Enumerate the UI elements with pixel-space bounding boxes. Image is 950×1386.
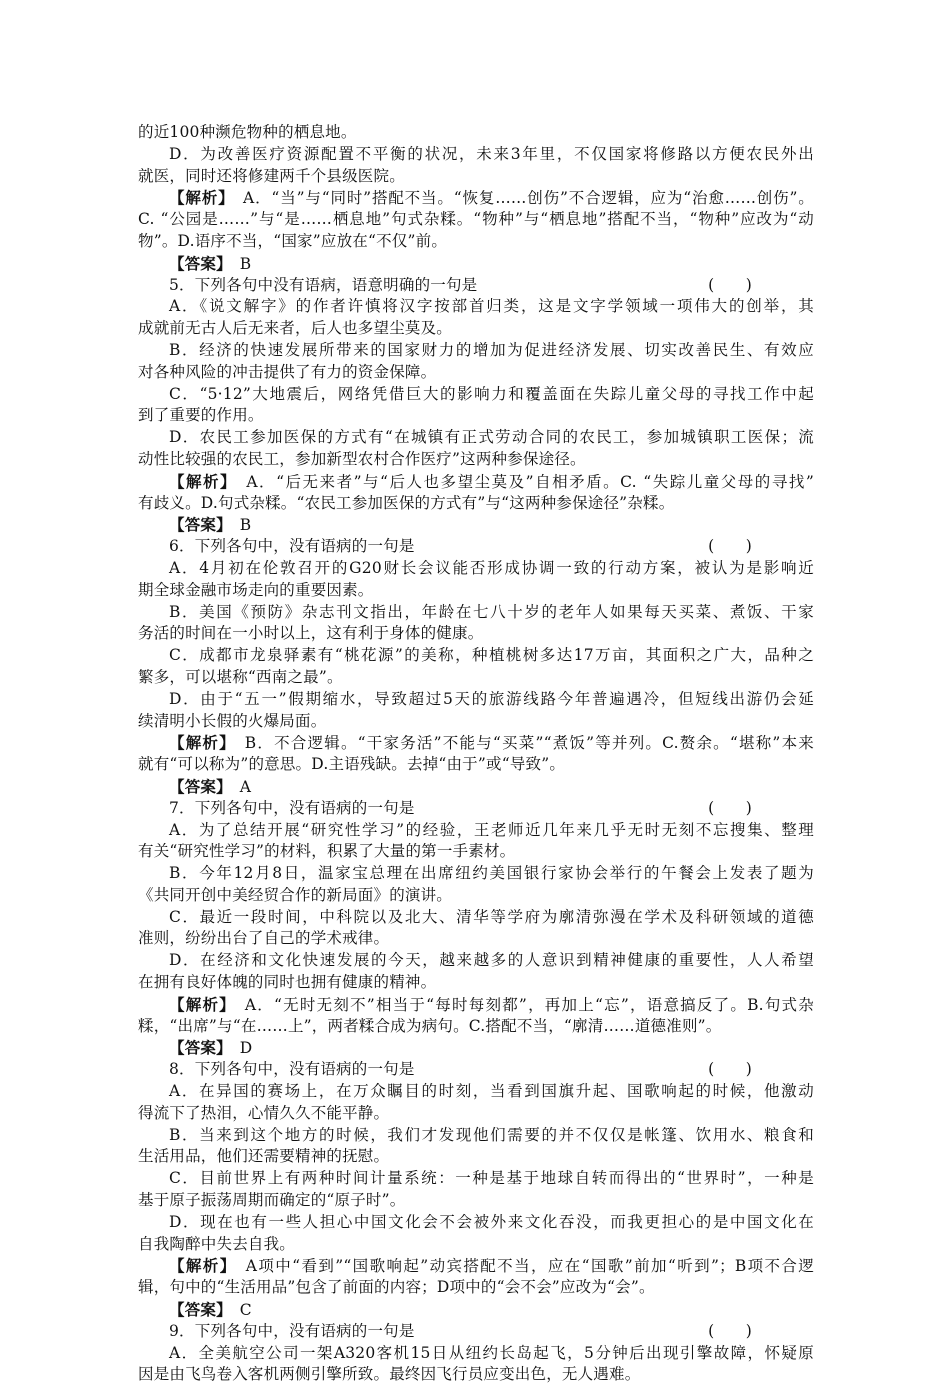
answer-line — [138, 1037, 814, 1059]
text-line: 得流下了热泪，心情久久不能平静。 — [138, 1103, 390, 1122]
text-line: B．美国《预防》杂志刊文指出，年龄在七八十岁的老年人如果每天买菜、煮饭、干家 — [169, 602, 814, 621]
answer-blank: ( ) — [708, 1060, 752, 1079]
text-line: 务活的时间在一小时以上，这有利于身体的健康。 — [138, 624, 484, 643]
text-line: D．在经济和文化快速发展的今天，越来越多的人意识到精神健康的重要性，人人希望 — [169, 951, 814, 970]
line-text: B — [224, 254, 252, 273]
text-line: C．成都市龙泉驿素有“桃花源”的美称，种植桃树多达17万亩，其面积之广大，品种之 — [169, 646, 814, 665]
answer-label: 【答案】 — [169, 515, 225, 535]
analysis-line — [138, 187, 814, 209]
text-line: D．为改善医疗资源配置不平衡的状况，未来3年里，不仅国家将修路以方便农民外出 — [169, 144, 814, 163]
question-stem — [138, 798, 814, 820]
answer-line — [138, 514, 814, 536]
text-line: 基于原子振荡周期而确定的“原子时”。 — [138, 1191, 406, 1210]
line-text: B — [224, 516, 252, 535]
answer-line — [138, 253, 814, 275]
analysis-label: 【解析】 — [169, 188, 227, 208]
question-text: 5．下列各句中没有语病，语意明确的一句是 — [169, 275, 478, 294]
line-text: A．“当”与“同时”搭配不当。“恢复……创伤”不合逻辑，应为“治愈……创伤”。 — [226, 189, 814, 208]
answer-line — [138, 776, 814, 798]
text-line: 在拥有良好体魄的同时也拥有健康的精神。 — [138, 973, 437, 992]
text-line: A．全美航空公司一架A320客机15日从纽约长岛起飞，5分钟后出现引擎故障，怀疑原 — [169, 1343, 814, 1362]
text-line: 期全球金融市场走向的重要因素。 — [138, 580, 374, 599]
text-line: 就有“可以称为”的意思。D.主语残缺。去掉“由于”或“导致”。 — [138, 755, 566, 774]
text-line: 糅，“出席”与“在……上”，两者糅合成为病句。C.搭配不当，“廓清……道德准则”。 — [138, 1016, 722, 1035]
text-line: 《共同开创中美经贸合作的新局面》的演讲。 — [138, 885, 453, 904]
text-line: B．当来到这个地方的时候，我们才发现他们需要的并不仅仅是帐篷、饮用水、粮食和 — [169, 1125, 814, 1144]
text-line: 准则，纷纷出台了自己的学术戒律。 — [138, 929, 390, 948]
analysis-label: 【解析】 — [169, 994, 229, 1014]
question-text: 8．下列各句中，没有语病的一句是 — [169, 1060, 415, 1079]
text-line: 繁多，可以堪称“西南之最”。 — [138, 667, 343, 686]
text-line: 成就前无古人后无来者，后人也多望尘莫及。 — [138, 319, 453, 338]
text-line: 辑，句中的“生活用品”包含了前面的内容；D项中的“会不会”应改为“会”。 — [138, 1278, 655, 1297]
question-stem — [138, 1321, 814, 1343]
text-line: 因是由飞鸟卷入客机两侧引擎所致。最终因飞行员应变出色，无人遇难。 — [138, 1365, 641, 1384]
answer-blank: ( ) — [708, 798, 752, 817]
text-line: C．“5·12”大地震后，网络凭借巨大的影响力和覆盖面在失踪儿童父母的寻找工作中起 — [169, 384, 814, 403]
text-line: 续清明小长假的火爆局面。 — [138, 711, 327, 730]
answer-label: 【答案】 — [169, 253, 225, 273]
text-line: A．《说文解字》的作者许慎将汉字按部首归类，这是文字学领域一项伟大的创举，其 — [169, 297, 814, 316]
answer-label: 【答案】 — [169, 1300, 225, 1320]
answer-blank: ( ) — [708, 1321, 752, 1340]
answer-blank: ( ) — [708, 537, 752, 556]
answer-label: 【答案】 — [169, 1038, 225, 1058]
text-line: 到了重要的作用。 — [138, 406, 264, 425]
analysis-label: 【解析】 — [169, 471, 230, 491]
text-line: 有歧义。D.句式杂糅。“农民工参加医保的方式有”与“这两种参保途径”杂糅。 — [138, 493, 675, 512]
text-line: 有关“研究性学习”的材料，积累了大量的第一手素材。 — [138, 842, 516, 861]
analysis-label: 【解析】 — [169, 1256, 229, 1276]
document-body — [138, 122, 814, 1386]
analysis-line — [138, 1255, 814, 1277]
answer-blank: ( ) — [708, 275, 752, 294]
question-text: 6．下列各句中，没有语病的一句是 — [169, 537, 415, 556]
line-text: A．“无时无刻不”相当于“每时每刻都”，再加上“忘”，语意搞反了。B.句式杂 — [228, 995, 814, 1014]
text-line: A．4月初在伦敦召开的G20财长会议能否形成协调一致的行动方案，被认为是影响近 — [169, 558, 814, 577]
question-stem — [138, 536, 814, 558]
line-text: A项中“看到”“国歌响起”动宾搭配不当，应在“国歌”前加“听到”；B项不合逻 — [228, 1257, 814, 1276]
text-line: C. “公园是……”与“是……栖息地”句式杂糅。“物种”与“栖息地”搭配不当，“物种”应改为“动 — [138, 210, 814, 229]
question-stem — [138, 1059, 814, 1081]
answer-label: 【答案】 — [169, 776, 225, 796]
question-text: 7．下列各句中，没有语病的一句是 — [169, 798, 415, 817]
text-line: D．农民工参加医保的方式有“在城镇有正式劳动合同的农民工，参加城镇职工医保；流 — [169, 428, 814, 447]
answer-line — [138, 1299, 814, 1321]
question-stem — [138, 275, 814, 297]
line-text: A — [224, 777, 252, 796]
analysis-line — [138, 732, 814, 754]
analysis-line — [138, 471, 814, 493]
line-text: C — [224, 1301, 252, 1320]
text-line: 的近100种濒危物种的栖息地。 — [138, 123, 357, 141]
text-line: 对各种风险的冲击提供了有力的资金保障。 — [138, 362, 437, 381]
text-line: C．最近一段时间，中科院以及北大、清华等学府为廓清弥漫在学术及科研领域的道德 — [169, 907, 814, 926]
line-text: B．不合逻辑。“干家务活”不能与“买菜”“煮饭”等并列。C.赘余。“堪称”本来 — [228, 734, 814, 753]
text-line: A．为了总结开展“研究性学习”的经验，王老师近几年来几乎无时无刻不忘搜集、整理 — [169, 820, 814, 839]
text-line: C．目前世界上有两种时间计量系统：一种是基于地球自转而得出的“世界时”，一种是 — [169, 1169, 814, 1188]
text-line: 生活用品，他们还需要精神的抚慰。 — [138, 1147, 390, 1166]
line-text: D — [224, 1039, 253, 1058]
text-line: A．在异国的赛场上，在万众瞩目的时刻，当看到国旗升起、国歌响起的时候，他激动 — [169, 1082, 814, 1101]
text-line: D．现在也有一些人担心中国文化会不会被外来文化吞没，而我更担心的是中国文化在 — [169, 1212, 814, 1231]
text-line: 物”。D.语序不当，“国家”应放在“不仅”前。 — [138, 231, 448, 250]
text-line: 动性比较强的农民工，参加新型农村合作医疗”这两种参保途径。 — [138, 449, 586, 468]
text-line: B．今年12月8日，温家宝总理在出席纽约美国银行家协会举行的午餐会上发表了题为 — [169, 864, 814, 883]
text-line: D．由于“五一”假期缩水，导致超过5天的旅游线路今年普遍遇冷，但短线出游仍会延 — [169, 689, 814, 708]
analysis-line — [138, 994, 814, 1016]
question-text: 9．下列各句中，没有语病的一句是 — [169, 1321, 415, 1340]
line-text: A．“后无来者”与“后人也多望尘莫及”自相矛盾。C. “失踪儿童父母的寻找” — [229, 472, 814, 491]
text-line: B．经济的快速发展所带来的国家财力的增加为促进经济发展、切实改善民生、有效应 — [169, 340, 814, 359]
analysis-label: 【解析】 — [169, 733, 229, 753]
text-line: 就医，同时还将修建两千个县级医院。 — [138, 166, 405, 185]
text-line: 自我陶醉中失去自我。 — [138, 1234, 296, 1253]
